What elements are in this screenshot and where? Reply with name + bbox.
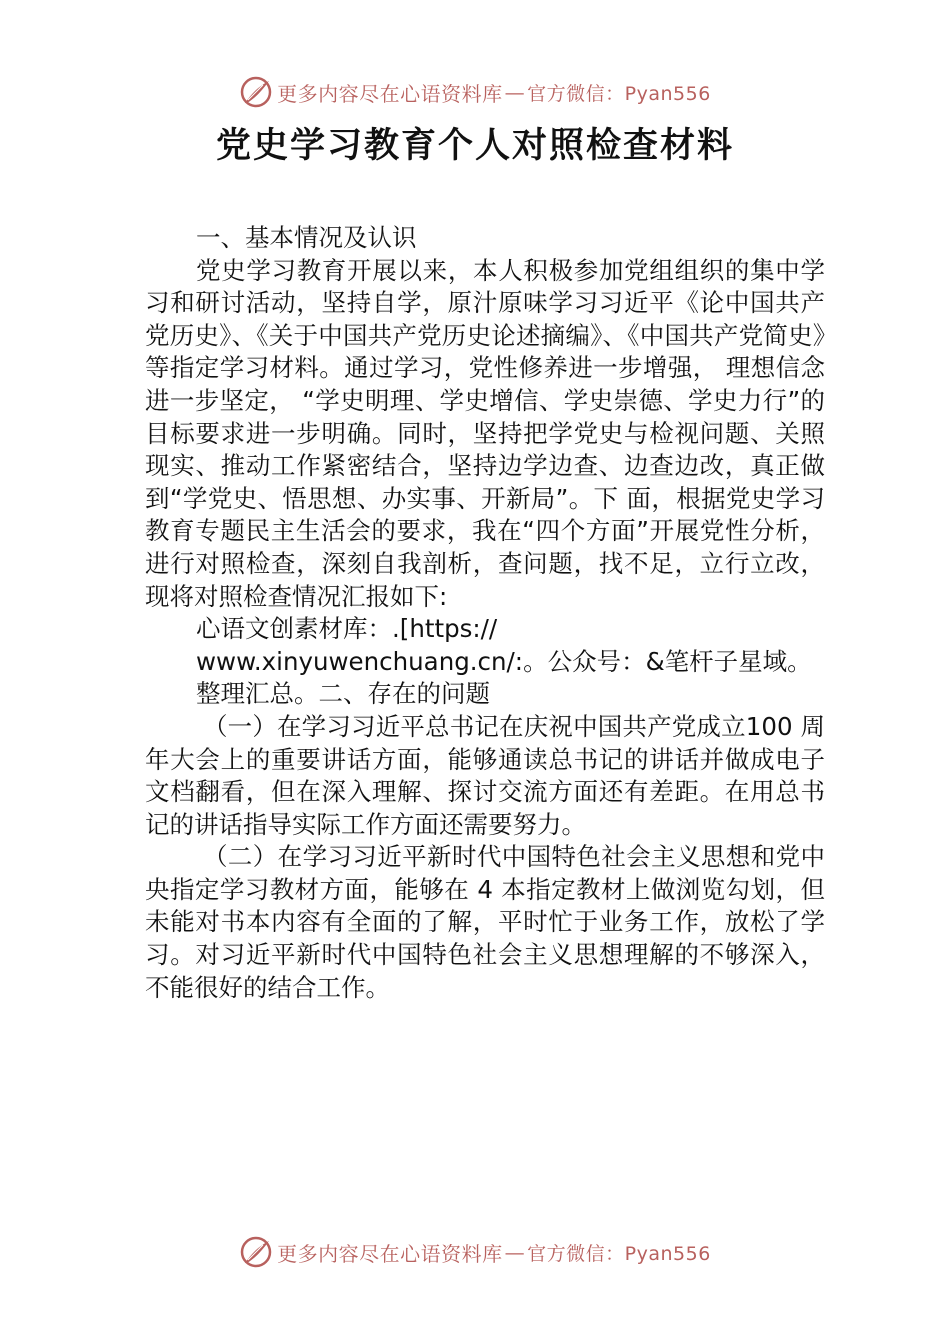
banner-text: 更多内容尽在心语资料库: [277, 1241, 503, 1266]
banner-wechat: 官方微信：Pyan556: [527, 82, 711, 105]
document-title: 党史学习教育个人对照检查材料: [215, 125, 734, 166]
banner-wechat: 官方微信：Pyan556: [527, 1242, 711, 1265]
feather-logo-icon: [239, 1235, 273, 1269]
banner-separator: —: [504, 1240, 526, 1264]
header-banner: [0, 72, 950, 112]
paragraph-problem-1: （一）在学习习近平总书记在庆祝中国共产党成立100 周年大会上的重要讲话方面，能够通读总书记的讲话并做成电子文档翻看，但在深入理解、探讨交流方面还有差距。在用总书记的讲话指导实际工作方面还需要努力。: [145, 711, 825, 839]
source-line-3: 整理汇总。二、存在的问题: [196, 679, 490, 709]
feather-logo-icon: [239, 75, 273, 109]
source-line-1: 心语文创素材库：.[https://: [196, 614, 498, 644]
section-heading-basic: 一、基本情况及认识: [196, 223, 417, 252]
footer-banner: [0, 1232, 950, 1272]
paragraph-problem-2: （二）在学习习近平新时代中国特色社会主义思想和党中央指定学习教材方面，能够在 4 本指定教材上做浏览勾划，但未能对书本内容有全面的了解，平时忙于业务工作，放松了学习。对习近平新时代中国特色社会主义思想理解的不够深入，不能很好的结合工作。: [145, 842, 825, 1002]
source-line-2: www.xinyuwenchuang.cn/:。公众号：&笔杆子星域。: [196, 646, 812, 676]
paragraph-basic: 党史学习教育开展以来，本人积极参加党组组织的集中学习和研讨活动，坚持自学，原汁原味学习习近平《论中国共产党历史》、《关于中国共产党历史论述摘编》、《中国共产党简史》等指定学习材料。通过学习，党性修养进一步增强， 理想信念进一步坚定， “学史明理、学史增信、学史崇德、学史力行”的目标要求进一步明确。同时，坚持把学党史与检视问题、关照现实、推动工作紧密结合，坚持边学边查、边查边改，真正做到“学党史、悟思想、办实事、开新局”。下 面，根据党史学习教育专题民主生活会的要求，我在“四个方面”开展党性分析，进行对照检查，深刻自我剖析，查问题，找不足，立行立改，现将对照检查情况汇报如下:: [145, 255, 825, 611]
banner-separator: —: [504, 80, 526, 104]
banner-text: 更多内容尽在心语资料库: [277, 81, 503, 106]
document-body: [145, 222, 825, 1004]
